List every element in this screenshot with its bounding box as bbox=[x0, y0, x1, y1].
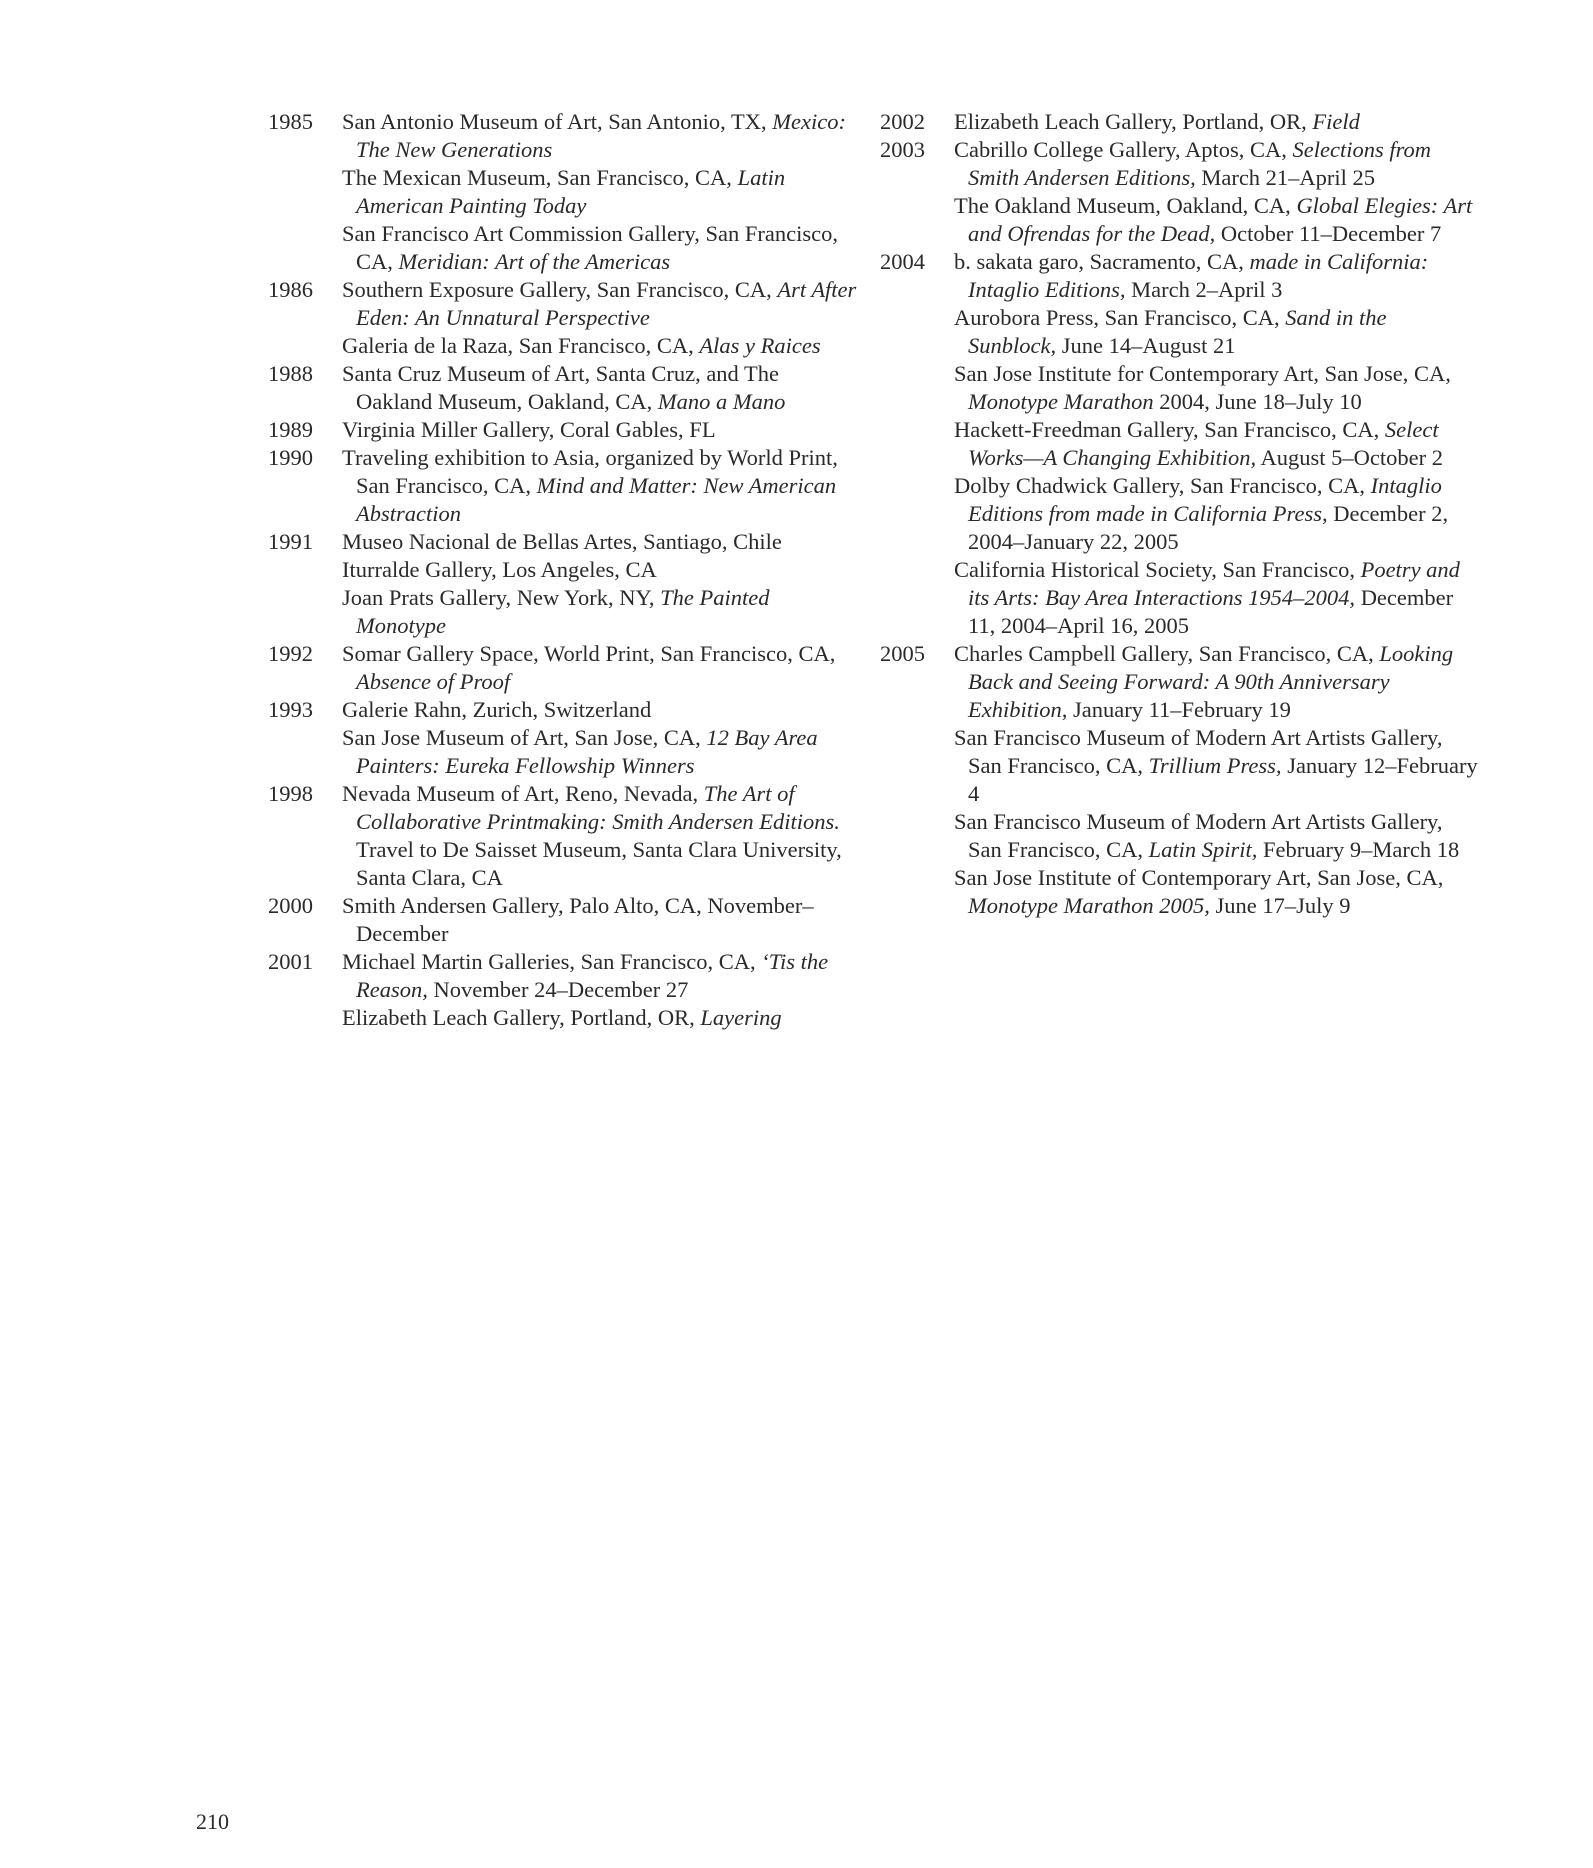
year-group bbox=[880, 136, 1480, 248]
exhibition-title: Absence of Proof bbox=[356, 669, 511, 694]
year-label: 2000 bbox=[268, 893, 313, 918]
exhibition-entry bbox=[342, 780, 858, 892]
exhibition-title: Sand in the Sunblock, bbox=[968, 305, 1387, 358]
exhibition-entries bbox=[342, 360, 858, 416]
exhibition-entry bbox=[954, 640, 1480, 724]
exhibition-venue-text: Santa Cruz Museum of Art, Santa Cruz, and The Oakland Museum, Oakland, CA, bbox=[342, 361, 780, 414]
exhibition-entries bbox=[342, 640, 858, 696]
exhibition-entries bbox=[342, 696, 858, 780]
exhibition-title: Alas y Raices bbox=[699, 333, 821, 358]
year-group bbox=[268, 528, 858, 640]
exhibition-venue-text: Cabrillo College Gallery, Aptos, CA, bbox=[954, 137, 1293, 162]
exhibition-venue-text: The Mexican Museum, San Francisco, CA, bbox=[342, 165, 738, 190]
year-group bbox=[880, 108, 1480, 136]
year-label: 1993 bbox=[268, 697, 313, 722]
exhibition-list-left-column bbox=[268, 108, 858, 1032]
exhibition-entries bbox=[954, 136, 1480, 248]
exhibition-entries bbox=[342, 276, 858, 360]
exhibition-entry bbox=[954, 864, 1480, 920]
exhibition-title: Intaglio Editions from made in California Press, bbox=[968, 473, 1442, 526]
year-label: 1989 bbox=[268, 417, 313, 442]
exhibition-venue-text: Elizabeth Leach Gallery, Portland, OR, bbox=[342, 1005, 701, 1030]
exhibition-venue-text: October 11–December 7 bbox=[1215, 221, 1442, 246]
exhibition-title: The Painted Monotype bbox=[356, 585, 770, 638]
exhibition-entry bbox=[342, 416, 858, 444]
exhibition-venue-text: January 11–February 19 bbox=[1067, 697, 1291, 722]
exhibition-venue-text: Charles Campbell Gallery, San Francisco, CA, bbox=[954, 641, 1380, 666]
exhibition-entry bbox=[342, 360, 858, 416]
exhibition-venue-text: b. sakata garo, Sacramento, CA, bbox=[954, 249, 1250, 274]
year-group bbox=[268, 276, 858, 360]
exhibition-venue-text: December 11, 2004–April 16, 2005 bbox=[968, 585, 1454, 638]
exhibition-venue-text: Dolby Chadwick Gallery, San Francisco, CA, bbox=[954, 473, 1371, 498]
exhibition-venue-text: San Francisco Museum of Modern Art Artists Gallery, San Francisco, CA, bbox=[954, 809, 1443, 862]
year-group bbox=[268, 948, 858, 1032]
exhibition-title: The Art of Collaborative Printmaking: Smith Andersen Editions. bbox=[356, 781, 840, 834]
exhibition-title: ‘Tis the Reason, bbox=[356, 949, 829, 1002]
exhibition-venue-text: Museo Nacional de Bellas Artes, Santiago, Chile bbox=[342, 529, 782, 554]
year-label: 2005 bbox=[880, 641, 925, 666]
exhibition-venue-text: Elizabeth Leach Gallery, Portland, OR, bbox=[954, 109, 1313, 134]
exhibition-venue-text: December 2, 2004–January 22, 2005 bbox=[968, 501, 1449, 554]
exhibition-title: Mexico: The New Generations bbox=[356, 109, 846, 162]
exhibition-title: Monotype Marathon bbox=[968, 389, 1154, 414]
exhibition-venue-text: Smith Andersen Gallery, Palo Alto, CA, November–December bbox=[342, 893, 814, 946]
exhibition-title: Field bbox=[1312, 109, 1360, 134]
exhibition-title: Mind and Matter: New American Abstraction bbox=[356, 473, 837, 526]
exhibition-venue-text: Southern Exposure Gallery, San Francisco, CA, bbox=[342, 277, 778, 302]
exhibition-entry bbox=[954, 416, 1480, 472]
exhibition-venue-text: Galerie Rahn, Zurich, Switzerland bbox=[342, 697, 652, 722]
exhibition-entry bbox=[342, 892, 858, 948]
exhibition-entries bbox=[342, 416, 858, 444]
year-group bbox=[268, 360, 858, 416]
year-group bbox=[268, 892, 858, 948]
exhibition-venue-text: June 14–August 21 bbox=[1056, 333, 1236, 358]
year-label: 1990 bbox=[268, 445, 313, 470]
exhibition-entry bbox=[342, 696, 858, 724]
exhibition-venue-text: San Francisco Museum of Modern Art Artists Gallery, San Francisco, CA, bbox=[954, 725, 1443, 778]
exhibition-venue-text: 2004, June 18–July 10 bbox=[1153, 389, 1362, 414]
exhibition-venue-text: Travel to De Saisset Museum, Santa Clara University, Santa Clara, CA bbox=[356, 837, 842, 890]
exhibition-venue-text: February 9–March 18 bbox=[1257, 837, 1460, 862]
year-label: 2001 bbox=[268, 949, 313, 974]
exhibition-venue-text: San Jose Institute of Contemporary Art, San Jose, CA, bbox=[954, 865, 1444, 890]
exhibition-title: Monotype Marathon 2005, bbox=[968, 893, 1210, 918]
exhibition-entry bbox=[342, 332, 858, 360]
exhibition-entries bbox=[342, 444, 858, 528]
exhibition-venue-text: Iturralde Gallery, Los Angeles, CA bbox=[342, 557, 657, 582]
exhibition-entry bbox=[954, 108, 1480, 136]
exhibition-venue-text: March 21–April 25 bbox=[1195, 165, 1376, 190]
year-group bbox=[268, 696, 858, 780]
exhibition-entries bbox=[342, 780, 858, 892]
exhibition-venue-text: San Francisco Art Commission Gallery, San Francisco, CA, bbox=[342, 221, 838, 274]
exhibition-venue-text: The Oakland Museum, Oakland, CA, bbox=[954, 193, 1297, 218]
exhibition-entry bbox=[342, 948, 858, 1004]
year-group bbox=[268, 444, 858, 528]
exhibition-venue-text: Michael Martin Galleries, San Francisco, CA, bbox=[342, 949, 762, 974]
exhibition-title: Mano a Mano bbox=[657, 389, 786, 414]
exhibition-entry bbox=[342, 724, 858, 780]
exhibition-title: Trillium Press, bbox=[1148, 753, 1282, 778]
exhibition-venue-text: June 17–July 9 bbox=[1209, 893, 1351, 918]
exhibition-venue-text: Virginia Miller Gallery, Coral Gables, FL bbox=[342, 417, 716, 442]
exhibition-title: Global Elegies: Art and Ofrendas for the Dead, bbox=[968, 193, 1473, 246]
page-number: 210 bbox=[196, 1809, 229, 1834]
exhibition-venue-text: August 5–October 2 bbox=[1256, 445, 1443, 470]
year-label: 1986 bbox=[268, 277, 313, 302]
exhibition-title: Latin Spirit, bbox=[1148, 837, 1258, 862]
exhibition-entry bbox=[342, 444, 858, 528]
exhibition-title: Layering bbox=[700, 1005, 782, 1030]
exhibition-venue-text: November 24–December 27 bbox=[427, 977, 689, 1002]
exhibition-entry bbox=[954, 472, 1480, 556]
exhibition-entry bbox=[342, 108, 858, 164]
exhibition-entry bbox=[954, 556, 1480, 640]
exhibition-entry bbox=[342, 164, 858, 220]
exhibition-title: made in California: Intaglio Editions, bbox=[968, 249, 1429, 302]
exhibition-entry bbox=[954, 248, 1480, 304]
year-group bbox=[880, 248, 1480, 640]
year-group bbox=[268, 416, 858, 444]
year-group bbox=[880, 640, 1480, 920]
exhibition-entry bbox=[954, 360, 1480, 416]
exhibition-entry bbox=[954, 192, 1480, 248]
exhibition-entries bbox=[954, 248, 1480, 640]
exhibition-entry bbox=[342, 528, 858, 556]
exhibition-entries bbox=[342, 948, 858, 1032]
exhibition-venue-text: Hackett-Freedman Gallery, San Francisco, CA, bbox=[954, 417, 1385, 442]
exhibition-venue-text: California Historical Society, San Francisco, bbox=[954, 557, 1361, 582]
exhibition-venue-text: Nevada Museum of Art, Reno, Nevada, bbox=[342, 781, 704, 806]
year-group bbox=[268, 640, 858, 696]
year-label: 1985 bbox=[268, 109, 313, 134]
exhibition-venue-text: January 12–February 4 bbox=[968, 753, 1478, 806]
exhibition-entries bbox=[342, 108, 858, 276]
year-label: 2002 bbox=[880, 109, 925, 134]
exhibition-venue-text: Somar Gallery Space, World Print, San Francisco, CA, bbox=[342, 641, 836, 666]
year-label: 1998 bbox=[268, 781, 313, 806]
exhibition-entries bbox=[954, 640, 1480, 920]
exhibition-entry bbox=[954, 724, 1480, 808]
exhibition-title: Select Works—A Changing Exhibition, bbox=[968, 417, 1439, 470]
exhibition-venue-text: San Jose Museum of Art, San Jose, CA, bbox=[342, 725, 707, 750]
exhibition-entry bbox=[342, 556, 858, 584]
exhibition-entry bbox=[954, 304, 1480, 360]
exhibition-list-right-column bbox=[880, 108, 1480, 920]
exhibition-entry bbox=[342, 220, 858, 276]
exhibition-title: 12 Bay Area Painters: Eureka Fellowship Winners bbox=[356, 725, 818, 778]
exhibition-entry bbox=[342, 276, 858, 332]
year-label: 1992 bbox=[268, 641, 313, 666]
exhibition-entries bbox=[342, 892, 858, 948]
exhibition-entry bbox=[954, 136, 1480, 192]
year-group bbox=[268, 108, 858, 276]
year-label: 1988 bbox=[268, 361, 313, 386]
exhibition-venue-text: Joan Prats Gallery, New York, NY, bbox=[342, 585, 661, 610]
exhibition-title: Art After Eden: An Unnatural Perspective bbox=[356, 277, 857, 330]
exhibition-entries bbox=[342, 528, 858, 640]
exhibition-entry bbox=[342, 640, 858, 696]
exhibition-entry bbox=[342, 1004, 858, 1032]
exhibition-title: Latin American Painting Today bbox=[356, 165, 786, 218]
exhibition-entries bbox=[954, 108, 1480, 136]
year-label: 2003 bbox=[880, 137, 925, 162]
exhibition-venue-text: San Antonio Museum of Art, San Antonio, TX, bbox=[342, 109, 773, 134]
exhibition-venue-text: March 2–April 3 bbox=[1125, 277, 1283, 302]
exhibition-venue-text: San Jose Institute for Contemporary Art, San Jose, CA, bbox=[954, 361, 1451, 386]
exhibition-title: Looking Back and Seeing Forward: A 90th Anniversary Exhibition, bbox=[968, 641, 1454, 722]
exhibition-entry bbox=[342, 584, 858, 640]
year-label: 1991 bbox=[268, 529, 313, 554]
exhibition-venue-text: Traveling exhibition to Asia, organized by World Print, San Francisco, CA, bbox=[342, 445, 838, 498]
year-group bbox=[268, 780, 858, 892]
exhibition-venue-text: Aurobora Press, San Francisco, CA, bbox=[954, 305, 1286, 330]
exhibition-title: Meridian: Art of the Americas bbox=[398, 249, 671, 274]
exhibition-title: Poetry and its Arts: Bay Area Interactions 1954–2004, bbox=[968, 557, 1460, 610]
exhibition-title: Selections from Smith Andersen Editions, bbox=[968, 137, 1432, 190]
year-label: 2004 bbox=[880, 249, 925, 274]
exhibition-venue-text: Galeria de la Raza, San Francisco, CA, bbox=[342, 333, 700, 358]
exhibition-entry bbox=[954, 808, 1480, 864]
